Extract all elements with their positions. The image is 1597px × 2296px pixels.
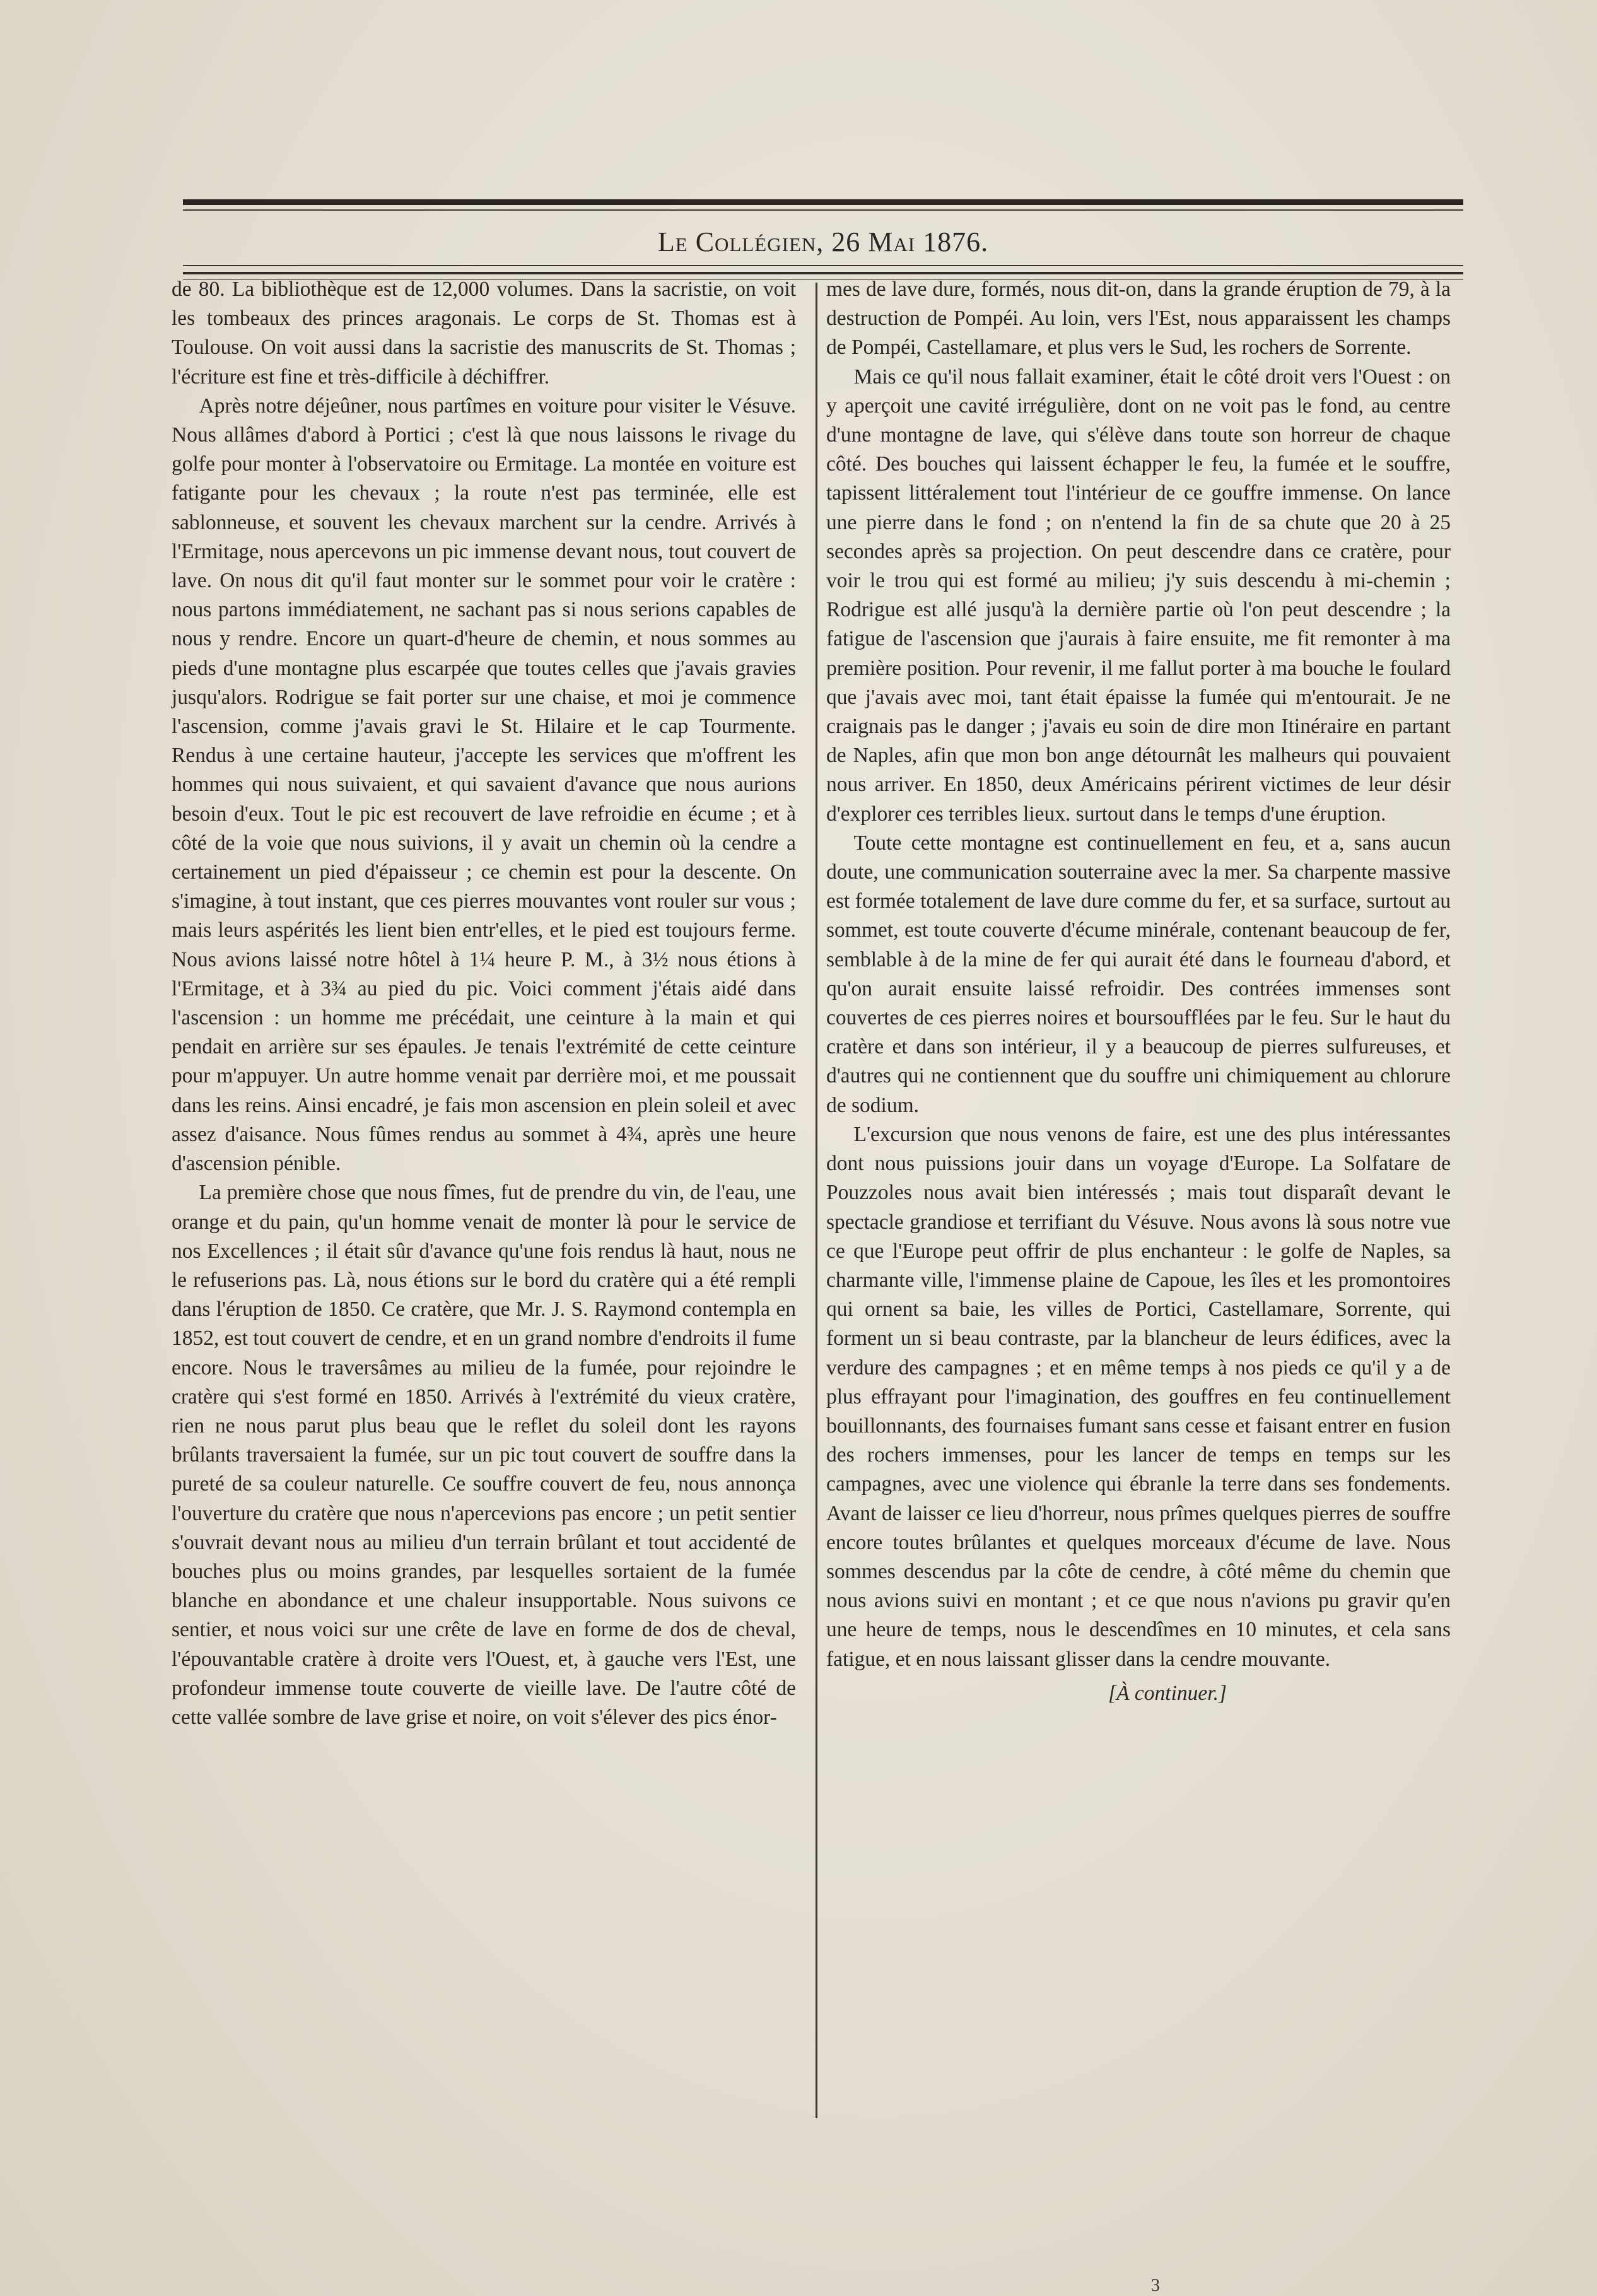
continued-notice: [À continuer.]	[1108, 1681, 1227, 1705]
page-number: 3	[1151, 2276, 1160, 2295]
left-paragraph-1: de 80. La bibliothèque est de 12,000 volumes. Dans la sacristie, on voit les tombeaux des princes aragonais. Le corps de St. Thomas est à Toulouse. On voit aussi dans la sacristie des manuscrits de St. Thomas ; l'écriture est fine et très-difficile à déchiffrer.	[172, 278, 796, 389]
right-paragraph-4: L'excursion que nous venons de faire, est une des plus intéressantes dont nous puissions jouir dans un voyage d'Europe. La Solfatare de Pouzzoles nous avait bien intéressés ; mais tout disparaît devant le spectacle grandiose et terrifiant du Vésuve. Nous avons là sous notre vue ce que l'Europe peut offrir de plus enchanteur : le golfe de Naples, sa charmante ville, l'immense plaine de Capoue, les îles et les promontoires qui ornent sa baie, les villes de Portici, Castellamare, Sorrente, qui forment un si beau contraste, par la blancheur de leurs édifices, avec la verdure des campagnes ; et en même temps à nos pieds ce qu'il y a de plus effrayant pour l'imagination, des gouffres en feu continuellement bouillonnants, des fournaises fumant sans cesse et faisant entrer en fusion des rochers immenses, pour les lancer de temps en temps sur les campagnes, avec une violence qui ébranle la terre dans ses fondements. Avant de laisser ce lieu d'horreur, nous prîmes quelques pierres de souffre encore toutes brûlantes et quelques morceaux d'écume de lave. Nous sommes descendus par la côte de cendre, à côté même du chemin que nous avions suivi en montant ; et ce que nous n'avions pu gravir qu'en une heure de temps, nous le descendîmes en 10 minutes, et cela sans fatigue, et en nous laissant glisser dans la cendre mouvante.	[826, 1122, 1451, 1671]
right-paragraph-2: Mais ce qu'il nous fallait examiner, était le côté droit vers l'Ouest : on y aperçoit une cavité irrégulière, dont on ne voit pas le fond, au centre d'une montagne de lave, qui s'élève dans toute son horreur de chaque côté. Des bouches qui laissent échapper le feu, la fumée et le souffre, tapissent littéralement tout l'intérieur de ce gouffre immense. On lance une pierre dans le fond ; on n'entend la fin de sa chute que 20 à 25 secondes après sa projection. On peut descendre dans ce cratère, pour voir le trou qui est formé au milieu; j'y suis descendu à mi-chemin ; Rodrigue est allé jusqu'à la dernière partie où l'on peut descendre ; la fatigue de l'ascension que j'aurais à faire ensuite, me fit remonter à ma première position. Pour revenir, il me fallut porter à ma bouche le foulard que j'avais avec moi, tant était épaisse la fumée qui m'entourait. Je ne craignais pas le danger ; j'avais eu soin de dire mon Itinéraire en partant de Naples, afin que mon bon ange détournât les malheurs qui pouvaient nous arriver. En 1850, deux Américains périrent victimes de leur désir d'explorer ces terribles lieux. surtout dans le temps d'une éruption.	[826, 365, 1451, 826]
right-paragraph-3: Toute cette montagne est continuellement en feu, et a, sans aucun doute, une communication souterraine avec la mer. Sa charpente massive est formée totalement de lave dure comme du fer, et sa surface, surtout au sommet, est toute couverte d'écume minérale, contenant beaucoup de fer, semblable à de la mine de fer qui aurait été dans le fourneau d'abord, et qu'on aurait ensuite laissé refroidir. Des contrées immenses sont couvertes de ces pierres noires et boursoufflées par le feu. Sur le haut du cratère et dans son intérieur, il y a beaucoup de pierres sulfureuses, et d'autres qui ne contiennent que du souffre uni chimiquement au chlorure de sodium.	[826, 831, 1451, 1117]
header-rule-2	[183, 272, 1463, 274]
page-header-title: Le Collégien, 26 Mai 1876.	[657, 226, 989, 257]
header-rule-1	[183, 265, 1463, 266]
left-paragraph-3: La première chose que nous fîmes, fut de prendre du vin, de l'eau, une orange et du pain, qu'un homme venait de monter là pour le service de nos Excellences ; il était sûr d'avance qu'une fois rendus là haut, nous ne le refuserions pas. Là, nous étions sur le bord du cratère qui a été rempli dans l'éruption de 1850. Ce cratère, que Mr. J. S. Raymond contempla en 1852, est tout couvert de cendre, et en un grand nombre d'endroits il fume encore. Nous le traversâmes au milieu de la fumée, pour rejoindre le cratère qui s'est formé en 1850. Arrivés à l'extrémité du vieux cratère, rien ne nous parut plus beau que le reflet du soleil dont les rayons brûlants traversaient la fumée, sur un pic tout couvert de souffre dans la pureté de sa couleur naturelle. Ce souffre couvert de feu, nous annonça l'ouverture du cratère que nous n'apercevions pas encore ; un petit sentier s'ouvrait devant nous au milieu d'un terrain brûlant et tout accidenté de bouches plus ou moins grandes, par lesquelles sortaient de la fumée blanche en abondance et une chaleur insupportable. Nous suivons ce sentier, et nous voici sur une crête de lave en forme de dos de cheval, l'épouvantable cratère à droite vers l'Ouest, et, à gauche vers l'Est, une profondeur immense toute couverte de vieille lave. De l'autre côté de cette vallée sombre de lave grise et noire, on voit s'élever des pics énor-	[172, 1181, 796, 1729]
left-paragraph-2: Après notre déjeûner, nous partîmes en voiture pour visiter le Vésuve. Nous allâmes d'abord à Portici ; c'est là que nous laissons le rivage du golfe pour monter à l'observatoire ou Ermitage. La montée en voiture est fatigante pour les chevaux ; la route n'est pas terminée, elle est sablonneuse, et souvent les chevaux marchent sur la cendre. Arrivés à l'Ermitage, nous apercevons un pic immense devant nous, tout couvert de lave. On nous dit qu'il faut monter sur le sommet pour voir le cratère : nous partons immédiatement, ne sachant pas si nous serions capables de nous y rendre. Encore un quart-d'heure de chemin, et nous sommes au pieds d'une montagne plus escarpée que toutes celles que j'avais gravies jusqu'alors. Rodrigue se fait porter sur une chaise, et moi je commence l'ascension, comme j'avais gravi le St. Hilaire et le cap Tourmente. Rendus à une certaine hauteur, j'accepte les services que m'offrent les hommes qui nous suivaient, et qui savaient d'avance que nous aurions besoin d'eux. Tout le pic est recouvert de lave refroidie en écume ; et à côté de la voie que nous suivions, il y avait un chemin où la cendre a certainement un pied d'épaisseur ; ce chemin est pour la descente. On s'imagine, à tout instant, que ces pierres mouvantes vont rouler sur vous ; mais leurs aspérités les lient bien entr'elles, et le pied est toujours ferme. Nous avions laissé notre hôtel à 1¼ heure P. M., à 3½ nous étions à l'Ermitage, et à 3¾ au pied du pic. Voici comment j'étais aidé dans l'ascension : un homme me précédait, une ceinture à la main et qui pendait en arrière sur ses épaules. Je tenais l'extrémité de cette ceinture pour m'appuyer. Un autre homme venait par derrière moi, et me poussait dans les reins. Ainsi encadré, je fais mon ascension en plein soleil et avec assez d'aisance. Nous fûmes rendus au sommet à 4¾, après une heure d'ascension pénible.	[172, 394, 796, 1176]
top-thin-rule	[183, 209, 1463, 211]
top-thick-rule	[183, 199, 1463, 205]
left-column	[172, 275, 796, 1732]
right-column	[826, 275, 1451, 1708]
right-paragraph-1: mes de lave dure, formés, nous dit-on, dans la grande éruption de 79, à la destruction de Pompéi. Au loin, vers l'Est, nous apparaissent les champs de Pompéi, Castellamare, et plus vers le Sud, les rochers de Sorrente.	[826, 278, 1451, 360]
column-divider	[816, 283, 817, 2118]
